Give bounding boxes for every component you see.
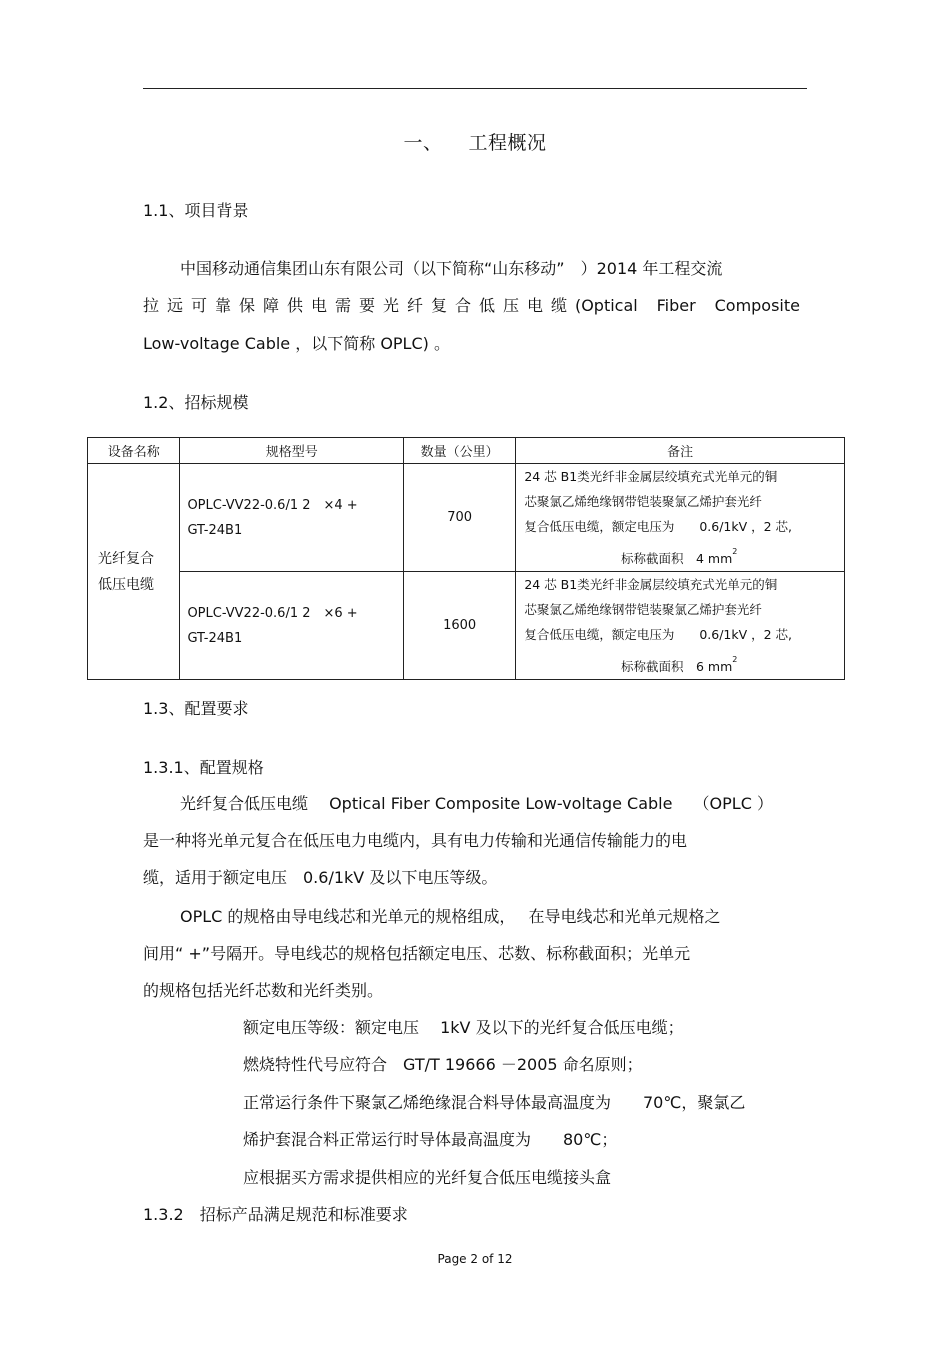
device-name-cell [88, 464, 180, 680]
table-header-row [88, 438, 845, 464]
remark-line: 复合低压电缆，额定电压为 0.6/1kV ，2 芯, [524, 627, 793, 642]
paragraph-line: Low-voltage Cable ，以下简称 OPLC) 。 [143, 334, 450, 353]
table-row [88, 572, 845, 680]
list-item: 燃烧特性代号应符合 GT/T 19666 －2005 命名原则； [243, 1055, 643, 1074]
superscript: 2 [732, 547, 738, 556]
paragraph-line: 光纤复合低压电缆 Optical Fiber Composite Low-voltage Cable （OPLC ） [180, 794, 773, 813]
list-item: 应根据买方需求提供相应的光纤复合低压电缆接头盒 [243, 1168, 612, 1187]
heading-1-3-1: 1.3.1、配置规格 [143, 758, 264, 777]
paragraph-line: 拉 远 可 靠 保 障 供 电 需 要 光 纤 复 合 低 压 电 缆 (Optical Fiber Composite [143, 296, 800, 315]
header-remarks: 备注 [516, 438, 845, 464]
paragraph-line: 缆，适用于额定电压 0.6/1kV 及以下电压等级。 [143, 868, 498, 887]
device-name-line: 光纤复合 [98, 550, 154, 567]
model-cell [180, 464, 404, 572]
device-name-line: 低压电缆 [98, 576, 154, 593]
remark-line: 芯聚氯乙烯绝缘钢带铠装聚氯乙烯护套光纤 [524, 602, 762, 617]
remarks-cell [516, 572, 845, 680]
quantity-cell: 1600 [403, 572, 515, 680]
remark-area-text: 标称截面积 6 mm [620, 659, 733, 674]
remark-line: 复合低压电缆，额定电压为 0.6/1kV ，2 芯, [524, 519, 793, 534]
table-row [88, 464, 845, 572]
remark-line [524, 647, 834, 679]
paragraph-line: 间用“ +”号隔开。导电线芯的规格包括额定电压、芯数、标称截面积；光单元 [143, 944, 691, 963]
heading-1-2: 1.2、招标规模 [143, 393, 249, 412]
header-rule [143, 88, 807, 89]
model-line: GT-24B1 [187, 630, 243, 646]
paragraph-line: 中国移动通信集团山东有限公司（以下简称“山东移动” ）2014 年工程交流 [180, 259, 723, 278]
remark-line [524, 539, 834, 571]
model-line: GT-24B1 [187, 522, 243, 538]
remarks-cell [516, 464, 845, 572]
section-number: 一、 [403, 132, 443, 154]
remark-line: 24 芯 B1类光纤非金属层绞填充式光单元的铜 [524, 577, 778, 592]
superscript: 2 [732, 655, 738, 664]
section-title-text: 工程概况 [468, 132, 547, 154]
quantity-cell: 700 [403, 464, 515, 572]
model-line: OPLC-VV22-0.6/1 2 ×6 + [187, 605, 358, 621]
remark-line: 24 芯 B1类光纤非金属层绞填充式光单元的铜 [524, 469, 778, 484]
remark-line: 芯聚氯乙烯绝缘钢带铠装聚氯乙烯护套光纤 [524, 494, 762, 509]
section-title [0, 128, 950, 155]
page-footer: Page 2 of 12 [437, 1252, 513, 1266]
list-item: 正常运行条件下聚氯乙烯绝缘混合料导体最高温度为 70℃，聚氯乙 [243, 1093, 746, 1112]
heading-1-3: 1.3、配置要求 [143, 699, 249, 718]
heading-1-1: 1.1、项目背景 [143, 201, 249, 220]
heading-1-3-2: 1.3.2 招标产品满足规范和标准要求 [143, 1205, 408, 1224]
remark-area-text: 标称截面积 4 mm [620, 551, 733, 566]
header-model: 规格型号 [180, 438, 404, 464]
list-item: 额定电压等级：额定电压 1kV 及以下的光纤复合低压电缆； [243, 1018, 684, 1037]
bid-scale-table [87, 437, 845, 680]
model-line: OPLC-VV22-0.6/1 2 ×4 + [187, 497, 358, 513]
header-quantity: 数量（公里） [403, 438, 515, 464]
list-item-continuation: 烯护套混合料正常运行时导体最高温度为 80℃； [243, 1130, 618, 1149]
paragraph-line: 的规格包括光纤芯数和光纤类别。 [143, 981, 384, 1000]
model-cell [180, 572, 404, 680]
paragraph-line: OPLC 的规格由导电线芯和光单元的规格组成， 在导电线芯和光单元规格之 [180, 907, 721, 926]
paragraph-line: 是一种将光单元复合在低压电力电缆内，具有电力传输和光通信传输能力的电 [143, 831, 688, 850]
header-device-name: 设备名称 [88, 438, 180, 464]
